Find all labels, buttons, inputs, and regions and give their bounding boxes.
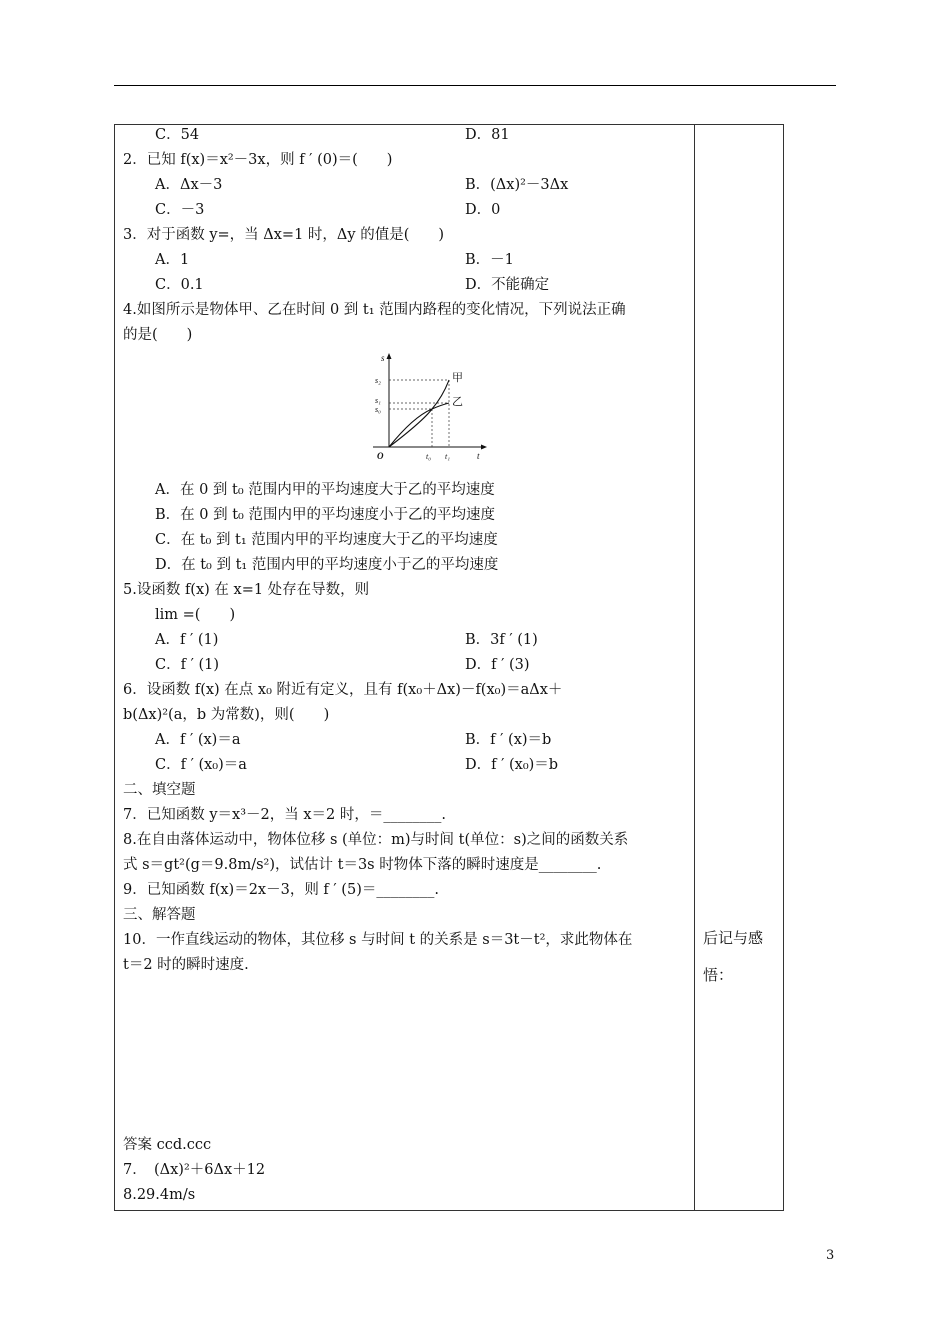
q2-stem: 2．已知 f(x)＝x²－3x，则 f ′ (0)＝( ) [123, 152, 393, 168]
q3-option-d: D．不能确定 [465, 277, 550, 293]
q2-option-b: B．(Δx)²－3Δx [465, 177, 569, 193]
q7-text: 7．已知函数 y＝x³－2，当 x＝2 时，＝________. [123, 807, 446, 823]
q9-text: 9．已知函数 f(x)＝2x－3，则 f ′ (5)＝________. [123, 882, 439, 898]
q5-option-a: A．f ′ (1) [155, 632, 219, 648]
q3-option-a: A．1 [155, 252, 190, 268]
origin-label: O [377, 451, 384, 461]
tick-t0: t₀ [426, 452, 432, 461]
q3-option-c: C．0.1 [155, 277, 204, 293]
q5-stem: 5.设函数 f(x) 在 x=1 处存在导数，则 [123, 582, 370, 598]
tick-s0: s₀ [375, 405, 381, 414]
q1-option-c: C．54 [155, 127, 200, 143]
q8-line2: 式 s＝gt²(g＝9.8m/s²)，试估计 t＝3s 时物体下落的瞬时速度是________. [123, 857, 602, 873]
q6-option-a: A．f ′ (x)＝a [155, 732, 241, 748]
q4-option-c: C．在 t₀ 到 t₁ 范围内甲的平均速度大于乙的平均速度 [155, 532, 498, 548]
column-divider [694, 125, 695, 1210]
q4-stem-line2: 的是( ) [123, 327, 193, 343]
q2-option-a: A．Δx－3 [155, 177, 223, 193]
q4-option-d: D．在 t₀ 到 t₁ 范围内甲的平均速度小于乙的平均速度 [155, 557, 499, 573]
section-fill-in: 二、填空题 [123, 782, 196, 798]
tick-s1: s₁ [375, 396, 381, 405]
tick-s2: s₂ [375, 376, 381, 385]
q6-stem-line1: 6．设函数 f(x) 在点 x₀ 附近有定义，且有 f(x₀＋Δx)－f(x₀)＝aΔx＋ [123, 682, 563, 698]
q5-option-b: B．3f ′ (1) [465, 632, 538, 648]
worksheet-table [114, 124, 784, 1211]
q10-line1: 10．一作直线运动的物体，其位移 s 与时间 t 的关系是 s＝3t－t²，求此物体在 [123, 932, 633, 948]
q2-option-c: C．－3 [155, 202, 205, 218]
x-axis-label: t [477, 451, 480, 461]
y-axis-arrow-icon [387, 353, 392, 359]
header-rule [114, 85, 836, 86]
q5-lim: lim =( ) [155, 607, 236, 623]
answer-key-line1: 答案 ccd.ccc [123, 1137, 212, 1153]
y-axis-label: s [381, 353, 385, 363]
q8-line1: 8.在自由落体运动中，物体位移 s (单位：m)与时间 t(单位：s)之间的函数关系 [123, 832, 629, 848]
answer-key-line2: 7． (Δx)²＋6Δx＋12 [123, 1162, 266, 1178]
section-answer: 三、解答题 [123, 907, 196, 923]
q3-stem: 3．对于函数 y=，当 Δx=1 时，Δy 的值是( ) [123, 227, 445, 243]
tick-t1: t₁ [445, 452, 451, 461]
q6-option-c: C．f ′ (x₀)＝a [155, 757, 247, 773]
label-jia: 甲 [452, 372, 463, 384]
q5-option-d: D．f ′ (3) [465, 657, 530, 673]
q6-option-b: B．f ′ (x)＝b [465, 732, 552, 748]
page-number: 3 [826, 1248, 835, 1263]
label-yi: 乙 [452, 396, 463, 408]
side-note-line2: 悟： [703, 966, 734, 984]
q10-line2: t＝2 时的瞬时速度. [123, 957, 249, 973]
q6-stem-line2: b(Δx)²(a，b 为常数)，则( ) [123, 707, 330, 723]
answer-key-line3: 8.29.4m/s [123, 1187, 196, 1203]
distance-time-graph [353, 351, 493, 465]
q4-stem-line1: 4.如图所示是物体甲、乙在时间 0 到 t₁ 范围内路程的变化情况，下列说法正确 [123, 302, 626, 318]
x-axis-arrow-icon [481, 445, 487, 450]
exercise-column [115, 125, 694, 1210]
q2-option-d: D．0 [465, 202, 501, 218]
q5-option-c: C．f ′ (1) [155, 657, 220, 673]
q3-option-b: B．－1 [465, 252, 514, 268]
q4-option-b: B．在 0 到 t₀ 范围内甲的平均速度小于乙的平均速度 [155, 507, 495, 523]
q1-option-d: D．81 [465, 127, 510, 143]
q6-option-d: D．f ′ (x₀)＝b [465, 757, 559, 773]
q4-option-a: A．在 0 到 t₀ 范围内甲的平均速度大于乙的平均速度 [155, 482, 495, 498]
side-note-line1: 后记与感 [703, 929, 764, 947]
